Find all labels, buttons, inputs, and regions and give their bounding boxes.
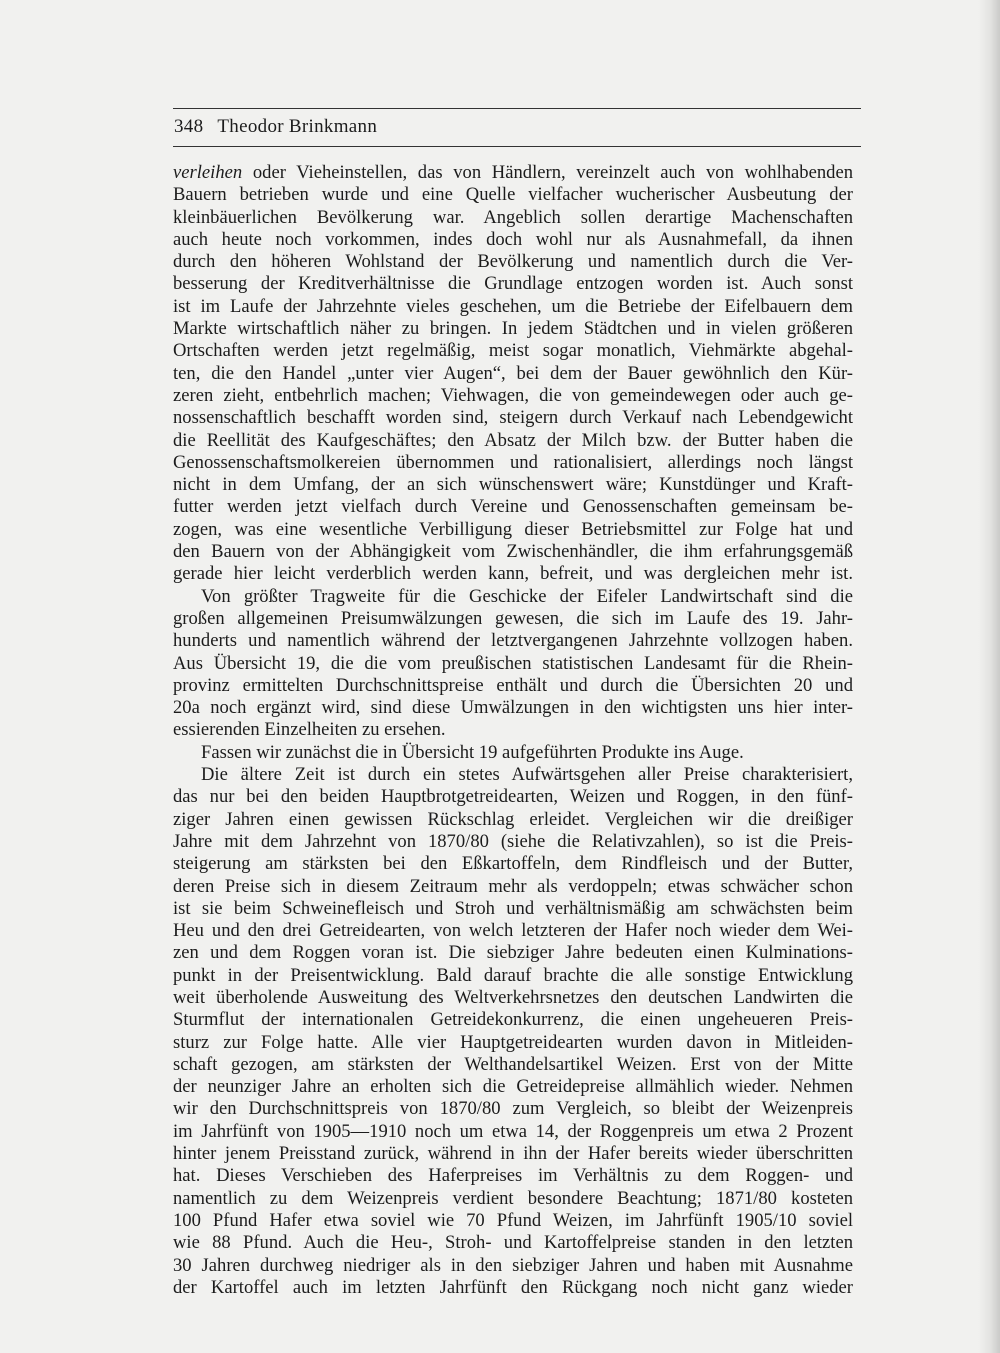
text-line xyxy=(173,474,853,496)
line-text: steigerung am stärksten bei den Eßkartoffeln, dem Rindfleisch und der Butter, xyxy=(173,853,853,875)
line-text: 30 Jahren durchweg niedriger als in den siebziger Jahren und haben mit Ausnahme xyxy=(173,1254,853,1276)
text-line xyxy=(173,1255,853,1277)
text-line xyxy=(173,719,853,741)
text-line xyxy=(173,876,853,898)
text-line xyxy=(173,742,853,764)
line-text: kleinbäuerlichen Bevölkerung war. Angeblich sollen derartige Machenschaften xyxy=(173,206,853,228)
line-text: zen und dem Roggen voran ist. Die siebziger Jahre bedeuten einen Kulminations- xyxy=(173,942,853,964)
text-line xyxy=(173,1121,853,1143)
text-line xyxy=(173,184,853,206)
line-text: Die ältere Zeit ist durch ein stetes Aufwärtsgehen aller Preise charakterisiert, xyxy=(201,764,853,786)
header-rule-bottom xyxy=(173,146,861,147)
text-line xyxy=(173,1277,853,1299)
text-line xyxy=(173,1032,853,1054)
text-line xyxy=(173,1165,853,1187)
line-text: wie 88 Pfund. Auch die Heu-, Stroh- und Kartoffelpreise standen in den letzten xyxy=(173,1232,853,1254)
text-line xyxy=(173,207,853,229)
text-line xyxy=(173,251,853,273)
line-text: Jahre mit dem Jahrzehnt von 1870/80 (siehe die Relativzahlen), so ist die Preis- xyxy=(173,830,853,852)
text-line xyxy=(173,1232,853,1254)
line-text: den Bauern von der Abhängigkeit vom Zwischenhändler, die ihm erfahrungsgemäß xyxy=(173,541,853,563)
text-line xyxy=(173,630,853,652)
text-line xyxy=(173,1054,853,1076)
line-text: namentlich zu dem Weizenpreis verdient besondere Beachtung; 1871/80 kosteten xyxy=(173,1187,853,1209)
line-text: ist im Laufe der Jahrzehnte vieles geschehen, um die Betriebe der Eifelbauern dem xyxy=(173,295,853,317)
line-text: deren Preise sich in diesem Zeitraum mehr als verdoppeln; etwas schwächer schon xyxy=(173,875,853,897)
text-line xyxy=(173,385,853,407)
line-text: weit überholende Ausweitung des Weltverkehrsnetzes den deutschen Landwirten die xyxy=(173,986,853,1008)
line-text: die Reellität des Kaufgeschäftes; den Absatz der Milch bzw. der Butter haben die xyxy=(173,429,853,451)
text-line xyxy=(173,965,853,987)
text-line xyxy=(173,452,853,474)
line-text: Von größter Tragweite für die Geschicke der Eifeler Landwirtschaft sind die xyxy=(201,585,853,607)
text-line xyxy=(173,920,853,942)
text-line xyxy=(173,675,853,697)
line-text: das nur bei den beiden Hauptbrotgetreidearten, Weizen und Roggen, in den fünf- xyxy=(173,786,853,808)
emphasized-word: verleihen xyxy=(173,162,243,183)
line-text: nossenschaftlich beschafft worden sind, steigern durch Verkauf nach Lebendgewicht xyxy=(173,407,853,429)
line-text: zogen, was eine wesentliche Verbilligung dieser Betriebsmittel zur Folge hat und xyxy=(173,518,853,540)
text-line xyxy=(173,697,853,719)
text-line xyxy=(173,430,853,452)
text-line xyxy=(173,407,853,429)
line-text: großen allgemeinen Preisumwälzungen gewesen, die sich im Laufe des 19. Jahr- xyxy=(173,607,853,629)
body-text xyxy=(173,162,853,1299)
line-text: zeren zieht, entbehrlich machen; Viehwagen, die von gemeindewegen oder auch ge- xyxy=(173,384,853,406)
line-text: Heu und den drei Getreidearten, von welch letzteren der Hafer noch wieder dem Wei- xyxy=(173,920,853,942)
text-line xyxy=(173,586,853,608)
text-line xyxy=(173,987,853,1009)
line-text: Bauern betrieben wurde und eine Quelle vielfacher wucherischer Ausbeutung der xyxy=(173,184,853,206)
page-edge-shadow xyxy=(978,0,1000,1353)
line-text: punkt in der Preisentwicklung. Bald darauf brachte die alle sonstige Entwicklung xyxy=(173,964,853,986)
text-line xyxy=(173,229,853,251)
line-text: ziger Jahren einen gewissen Rückschlag erleidet. Vergleichen wir die dreißiger xyxy=(173,808,853,830)
text-line xyxy=(173,942,853,964)
line-text: der Kartoffel auch im letzten Jahrfünft den Rückgang noch nicht ganz wieder xyxy=(173,1276,853,1298)
text-line xyxy=(173,162,853,184)
line-text: ten, die den Handel „unter vier Augen“, bei dem der Bauer gewöhnlich den Kür- xyxy=(173,362,853,384)
text-line xyxy=(173,1098,853,1120)
line-text: futter werden jetzt vielfach durch Vereine und Genossenschaften gemeinsam be- xyxy=(173,496,853,518)
line-text: Markte wirtschaftlich näher zu bringen. In jedem Städtchen und in vielen größeren xyxy=(173,318,853,340)
text-line xyxy=(173,786,853,808)
line-text: wir den Durchschnittspreis von 1870/80 zum Vergleich, so bleibt der Weizenpreis xyxy=(173,1098,853,1120)
line-text: 100 Pfund Hafer etwa soviel wie 70 Pfund Weizen, im Jahrfünft 1905/10 soviel xyxy=(173,1209,853,1231)
text-line xyxy=(173,541,853,563)
text-line xyxy=(173,273,853,295)
line-text: Aus Übersicht 19, die die vom preußischen statistischen Landesamt für die Rhein- xyxy=(173,652,853,674)
text-line xyxy=(173,1076,853,1098)
line-text: sturz zur Folge hatte. Alle vier Hauptgetreidearten wurden davon in Mitleiden- xyxy=(173,1031,853,1053)
line-text: besserung der Kreditverhältnisse die Grundlage entzogen worden ist. Auch sonst xyxy=(173,273,853,295)
text-line xyxy=(173,653,853,675)
text-line xyxy=(173,519,853,541)
line-text: Sturmflut der internationalen Getreidekonkurrenz, die einen ungeheueren Preis- xyxy=(173,1009,853,1031)
text-line xyxy=(173,363,853,385)
running-head-author: Theodor Brinkmann xyxy=(217,116,378,137)
text-line xyxy=(173,563,853,585)
line-text: auch heute noch vorkommen, indes doch wohl nur als Ausnahmefall, da ihnen xyxy=(173,228,853,250)
line-text: provinz ermittelten Durchschnittspreise enthält und durch die Übersichten 20 und xyxy=(173,674,853,696)
line-text: 20a noch ergänzt wird, sind diese Umwälzungen in den wichtigsten uns hier inter- xyxy=(173,697,853,719)
line-text: gerade hier leicht verderblich werden kann, befreit, und was dergleichen mehr ist. xyxy=(173,563,853,585)
line-text: Fassen wir zunächst die in Übersicht 19 aufgeführten Produkte ins Auge. xyxy=(201,741,744,763)
text-line xyxy=(173,296,853,318)
line-text: durch den höheren Wohlstand der Bevölkerung und namentlich durch die Ver- xyxy=(173,251,853,273)
line-text: hunderts und namentlich während der letztvergangenen Jahrzehnte vollzogen haben. xyxy=(173,630,853,652)
text-line xyxy=(173,1143,853,1165)
text-line xyxy=(173,608,853,630)
running-head-text xyxy=(174,116,377,138)
line-text: nicht in dem Umfang, der an sich wünschenswert wäre; Kunstdünger und Kraft- xyxy=(173,474,853,496)
text-line xyxy=(173,809,853,831)
text-line xyxy=(173,1210,853,1232)
page-number: 348 xyxy=(174,116,204,137)
text-line xyxy=(173,318,853,340)
text-line xyxy=(173,853,853,875)
text-line xyxy=(173,496,853,518)
line-text: hat. Dieses Verschieben des Haferpreises im Verhältnis zu dem Roggen- und xyxy=(173,1165,853,1187)
line-text: schaft gezogen, am stärksten der Welthandelsartikel Weizen. Erst von der Mitte xyxy=(173,1053,853,1075)
line-text: oder Vieheinstellen, das von Händlern, vereinzelt auch von wohlhabenden xyxy=(242,162,853,183)
line-text: im Jahrfünft von 1905—1910 noch um etwa 14, der Roggenpreis um etwa 2 Prozent xyxy=(173,1120,853,1142)
line-text: hinter jenem Preisstand zurück, während in ihn der Hafer bereits wieder überschritten xyxy=(173,1143,853,1165)
text-line xyxy=(173,898,853,920)
line-text: essierenden Einzelheiten zu ersehen. xyxy=(173,719,446,741)
text-line xyxy=(173,1188,853,1210)
text-line xyxy=(173,764,853,786)
line-text: Genossenschaftsmolkereien übernommen und rationalisiert, allerdings noch längst xyxy=(173,451,853,473)
text-line xyxy=(173,1009,853,1031)
text-line xyxy=(173,340,853,362)
running-header xyxy=(173,108,861,148)
header-rule-top xyxy=(173,108,861,109)
line-text: ist sie beim Schweinefleisch und Stroh und verhältnismäßig am schwächsten beim xyxy=(173,897,853,919)
line-text: Ortschaften werden jetzt regelmäßig, meist sogar monatlich, Viehmärkte abgehal- xyxy=(173,340,853,362)
line-text: der neunziger Jahre an erholten sich die Getreidepreise allmählich wieder. Nehmen xyxy=(173,1076,853,1098)
text-line xyxy=(173,831,853,853)
